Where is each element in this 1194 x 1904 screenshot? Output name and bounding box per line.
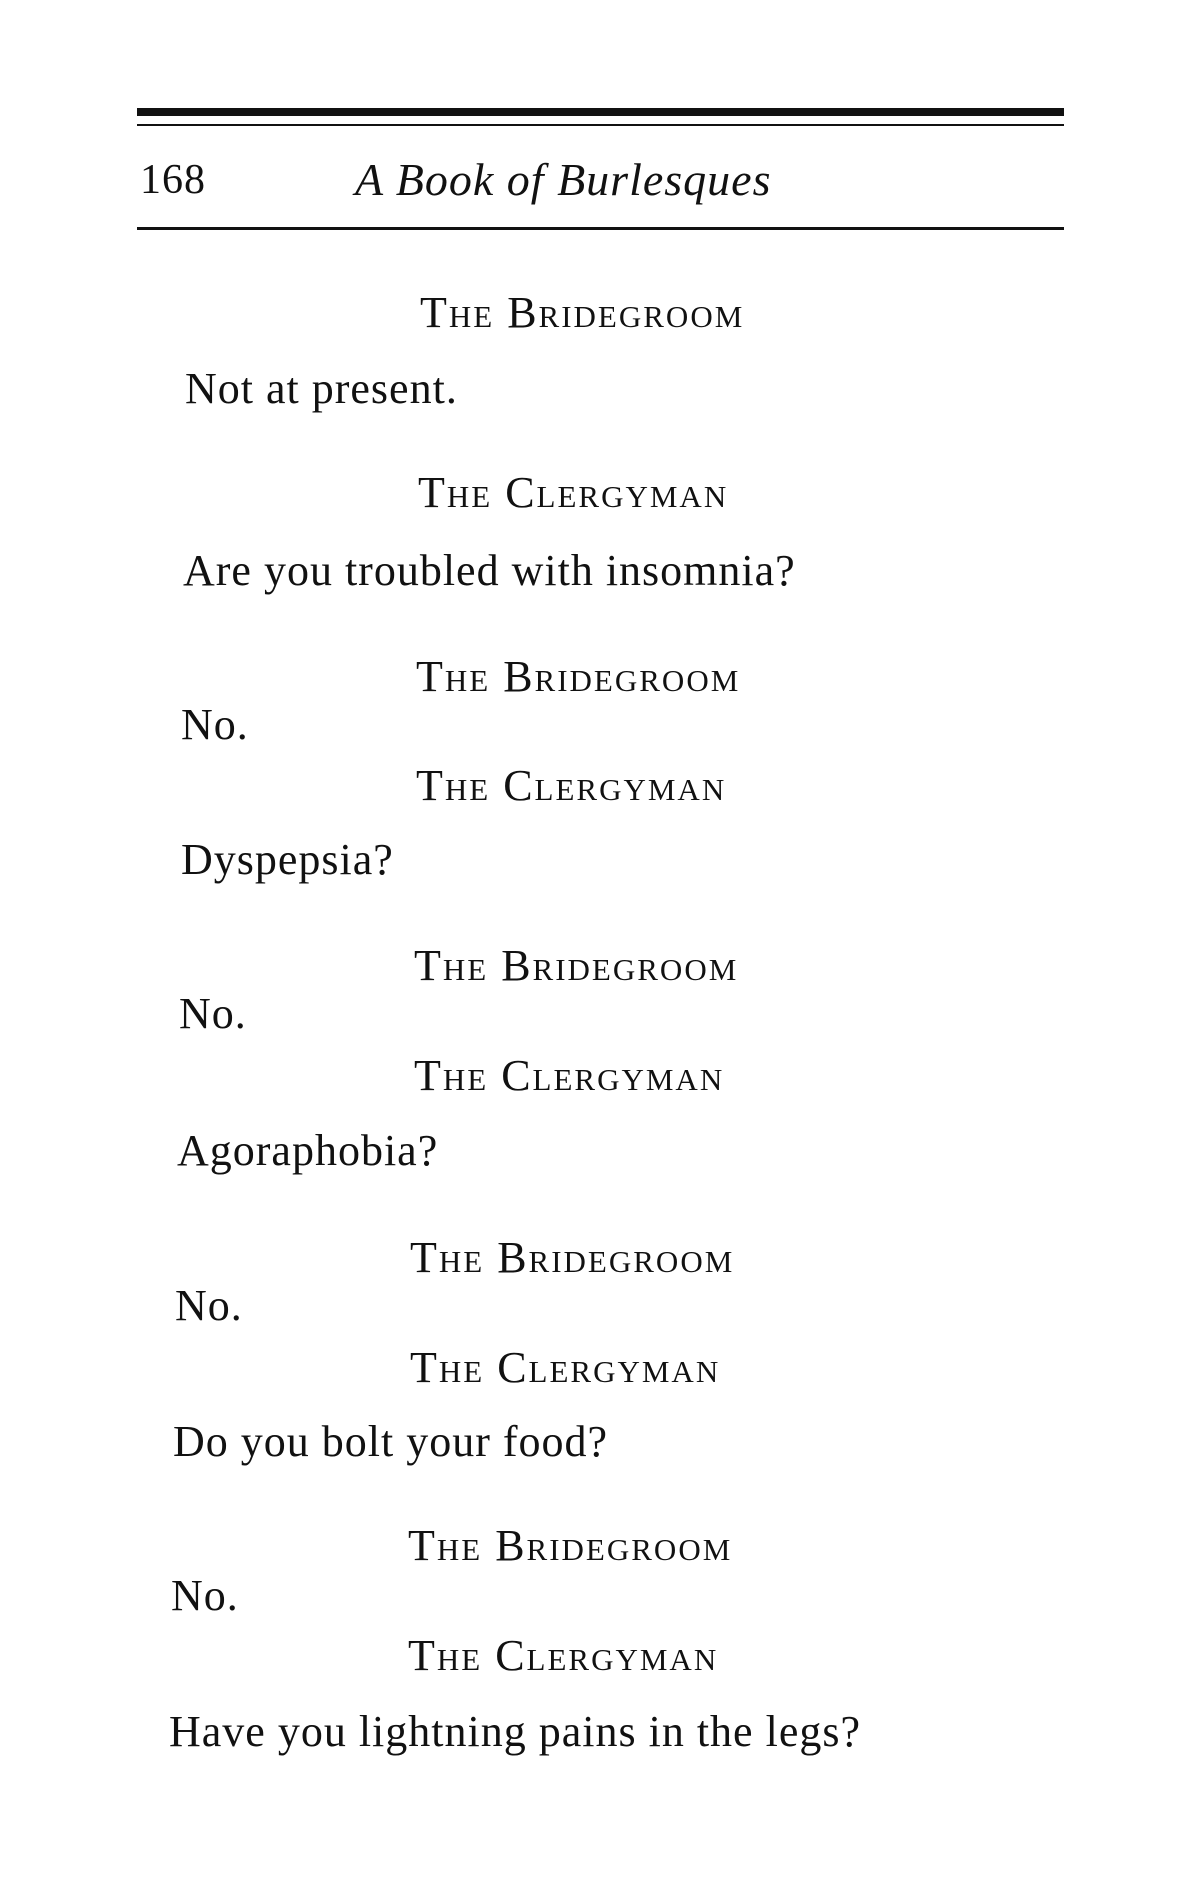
speaker-name: The Clergyman: [416, 761, 727, 810]
speech-line: No.: [175, 1281, 243, 1330]
speech-line: Are you troubled with insomnia?: [183, 546, 796, 595]
speaker-name: The Bridegroom: [410, 1233, 735, 1282]
speech-line: No.: [171, 1571, 239, 1620]
speaker-name: The Bridegroom: [408, 1521, 733, 1570]
speaker-name: The Bridegroom: [416, 652, 741, 701]
running-head: [137, 150, 1064, 210]
header-rule-thick: [137, 108, 1064, 116]
speech-line: No.: [181, 700, 249, 749]
speech-line: Dyspepsia?: [181, 835, 394, 884]
speech-line: Have you lightning pains in the legs?: [169, 1707, 861, 1756]
speaker-name: The Bridegroom: [420, 288, 745, 337]
speaker-name: The Clergyman: [410, 1343, 721, 1392]
page-number: 168: [140, 157, 206, 203]
speaker-name: The Clergyman: [408, 1631, 719, 1680]
speech-line: Do you bolt your food?: [173, 1417, 609, 1466]
header-rule-bottom: [137, 227, 1064, 230]
speech-line: Not at present.: [185, 364, 458, 413]
speech-line: Agoraphobia?: [177, 1126, 439, 1175]
speaker-name: The Bridegroom: [414, 941, 739, 990]
speaker-name: The Clergyman: [418, 468, 729, 517]
header-rule-thin: [137, 124, 1064, 126]
speaker-name: The Clergyman: [414, 1051, 725, 1100]
book-title: A Book of Burlesques: [355, 154, 772, 205]
speech-line: No.: [179, 989, 247, 1038]
